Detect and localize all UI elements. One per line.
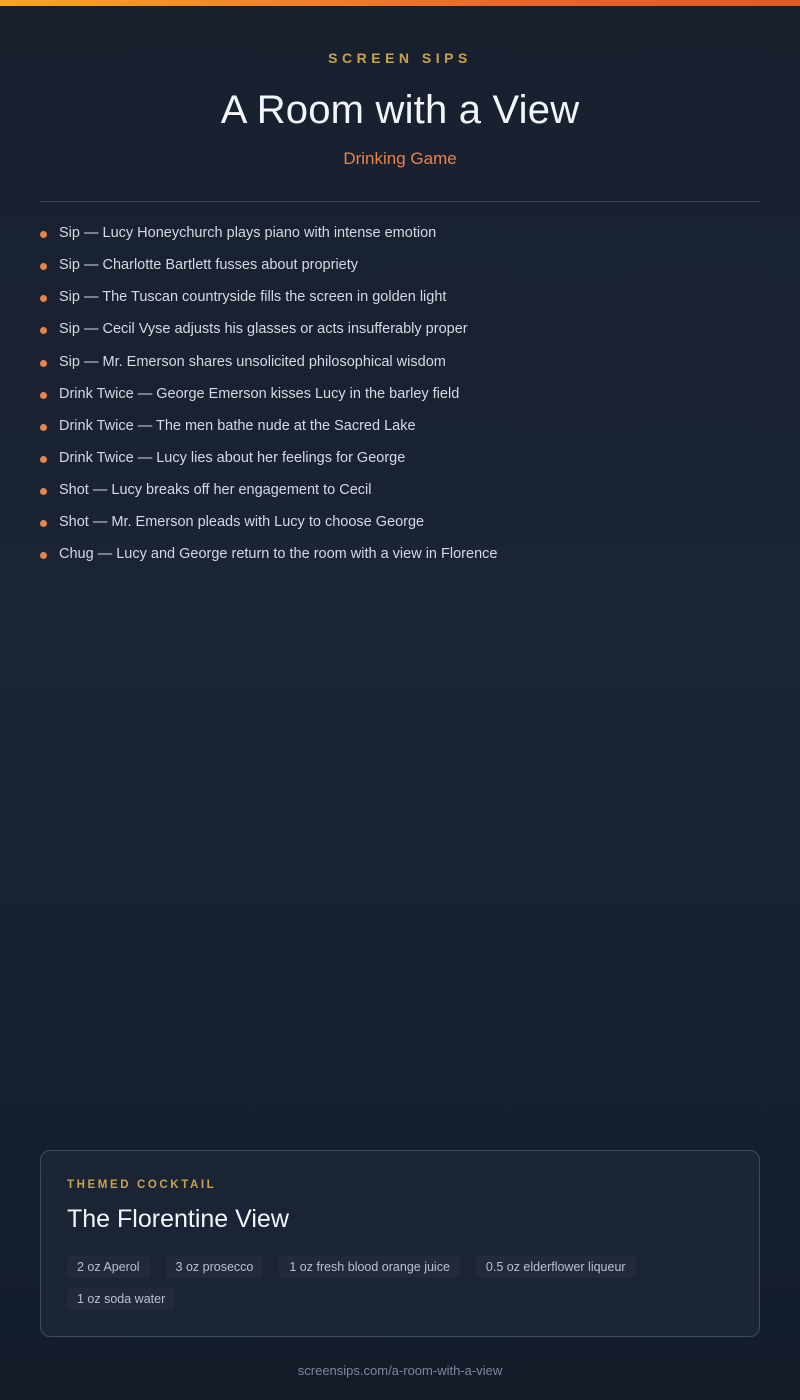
rule-text: Sip — Charlotte Bartlett fusses about propriety [59, 257, 359, 274]
bullet-icon [40, 327, 47, 334]
ingredient-item: 0.5 oz elderflower liqueur [476, 1256, 636, 1278]
rule-text: Shot — Mr. Emerson pleads with Lucy to choose George [59, 514, 425, 531]
poster-page [0, 6, 800, 1400]
list-item [40, 545, 760, 563]
layout-spacer [0, 577, 800, 1150]
cocktail-name: The Florentine View [67, 1205, 289, 1233]
rule-text: Drink Twice — George Emerson kisses Lucy in the barley field [59, 385, 460, 402]
ingredient-item: 2 oz Aperol [67, 1256, 150, 1278]
ingredient-item: 1 oz soda water [67, 1288, 175, 1310]
list-item [40, 288, 760, 306]
ingredient-item: 3 oz prosecco [166, 1256, 264, 1278]
bullet-icon [40, 295, 47, 302]
list-item [40, 385, 760, 403]
themed-cocktail-card [40, 1150, 760, 1337]
rules-list [0, 224, 800, 577]
rule-text: Drink Twice — Lucy lies about her feelings for George [59, 449, 406, 466]
list-item [40, 513, 760, 531]
bullet-icon [40, 392, 47, 399]
rule-text: Chug — Lucy and George return to the room with a view in Florence [59, 546, 498, 563]
list-item [40, 449, 760, 467]
list-item [40, 417, 760, 435]
header [0, 6, 800, 202]
rule-text: Shot — Lucy breaks off her engagement to Cecil [59, 482, 372, 498]
bullet-icon [40, 360, 47, 367]
rule-text: Sip — Cecil Vyse adjusts his glasses or acts insufferably proper [59, 321, 468, 338]
cocktail-eyebrow: THEMED COCKTAIL [67, 1179, 217, 1191]
bullet-icon [40, 424, 47, 431]
list-item [40, 481, 760, 499]
list-item [40, 353, 760, 371]
page-subtitle: Drinking Game [343, 149, 457, 168]
list-item [40, 256, 760, 274]
footer [0, 1337, 800, 1400]
list-item [40, 224, 760, 242]
ingredient-list [67, 1256, 687, 1310]
page-title: A Room with a View [220, 88, 580, 132]
bullet-icon [40, 552, 47, 559]
brand-label: SCREEN SIPS [328, 50, 472, 66]
bullet-icon [40, 488, 47, 495]
bullet-icon [40, 456, 47, 463]
header-divider [40, 201, 760, 202]
list-item [40, 320, 760, 338]
rule-text: Sip — The Tuscan countryside fills the screen in golden light [59, 289, 447, 306]
rule-text: Sip — Lucy Honeychurch plays piano with intense emotion [59, 225, 437, 241]
bullet-icon [40, 520, 47, 527]
ingredient-item: 1 oz fresh blood orange juice [279, 1256, 460, 1278]
footer-url[interactable]: screensips.com/a-room-with-a-view [297, 1363, 503, 1378]
rule-text: Drink Twice — The men bathe nude at the Sacred Lake [59, 417, 416, 434]
bullet-icon [40, 263, 47, 270]
rule-text: Sip — Mr. Emerson shares unsolicited philosophical wisdom [59, 353, 446, 370]
bullet-icon [40, 231, 47, 238]
